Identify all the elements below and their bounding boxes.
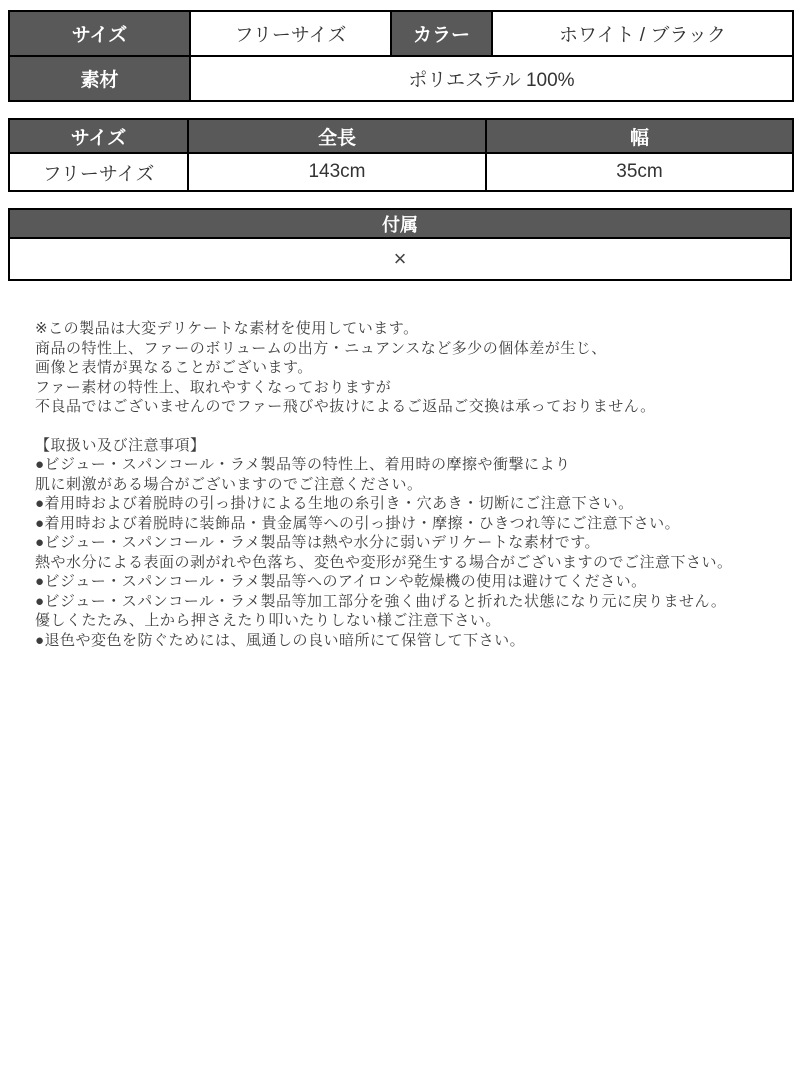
note-line: 画像と表情が異なることがございます。 (35, 359, 313, 376)
accessories-header-cell: 付属 (9, 209, 791, 238)
note-line: ●退色や変色を防ぐためには、風通しの良い暗所にて保管して下さい。 (35, 631, 526, 649)
measurements-data-row (9, 153, 793, 191)
accessories-value-cell: × (9, 238, 791, 280)
note-line: ファー素材の特性上、取れやすくなっておりますが (35, 378, 392, 396)
note-line: 商品の特性上、ファーのボリュームの出方・ニュアンスなど多少の個体差が生じ、 (35, 339, 607, 357)
measure-size-header-cell: サイズ (9, 119, 188, 153)
material-header-cell: 素材 (9, 56, 190, 101)
size-header-cell: サイズ (9, 11, 190, 56)
handling-title: 【取扱い及び注意事項】 (35, 436, 206, 454)
measure-size-value-cell: フリーサイズ (9, 153, 188, 191)
measure-length-value-cell: 143cm (188, 153, 486, 191)
note-line: ●ビジュー・スパンコール・ラメ製品等加工部分を強く曲げると折れた状態になり元に戻りません。 (35, 592, 727, 610)
material-note-block (35, 319, 770, 417)
note-line: 優しくたたみ、上から押さえたり叩いたりしない様ご注意下さい。 (35, 612, 501, 629)
note-line: ●ビジュー・スパンコール・ラメ製品等は熱や水分に弱いデリケートな素材です。 (35, 534, 601, 551)
accessories-header-row (9, 209, 791, 238)
note-line: ※この製品は大変デリケートな素材を使用しています。 (35, 320, 419, 337)
measure-width-header-cell: 幅 (486, 119, 793, 153)
spec-row-size-color (9, 11, 793, 56)
measure-length-header-cell: 全長 (188, 119, 486, 153)
note-line: ●ビジュー・スパンコール・ラメ製品等へのアイロンや乾燥機の使用は避けてください。 (35, 573, 647, 590)
spec-row-material (9, 56, 793, 101)
accessories-data-row (9, 238, 791, 280)
note-line: ●ビジュー・スパンコール・ラメ製品等の特性上、着用時の摩擦や衝撃により (35, 456, 571, 473)
note-line: 不良品ではございませんのでファー飛びや抜けによるご返品ご交換は承っておりません。 (35, 398, 656, 415)
note-line: ●着用時および着脱時の引っ掛けによる生地の糸引き・穴あき・切断にご注意下さい。 (35, 495, 634, 512)
handling-note-block (35, 436, 770, 651)
color-value-cell: ホワイト / ブラック (492, 11, 793, 56)
size-value-cell: フリーサイズ (190, 11, 391, 56)
material-value-cell: ポリエステル 100% (190, 56, 793, 101)
color-header-cell: カラー (391, 11, 492, 56)
accessories-table (8, 208, 792, 281)
note-line: 肌に刺激がある場合がございますのでご注意ください。 (35, 475, 423, 493)
measurements-table (8, 118, 794, 192)
measurements-header-row (9, 119, 793, 153)
spec-table (8, 10, 794, 102)
note-line: ●着用時および着脱時に装飾品・貴金属等への引っ掛け・摩擦・ひきつれ等にご注意下さい。 (35, 514, 681, 532)
notes-section (35, 319, 770, 650)
note-line: 熱や水分による表面の剥がれや色落ち、変色や変形が発生する場合がございますのでご注意下さい。 (35, 553, 733, 571)
measure-width-value-cell: 35cm (486, 153, 793, 191)
